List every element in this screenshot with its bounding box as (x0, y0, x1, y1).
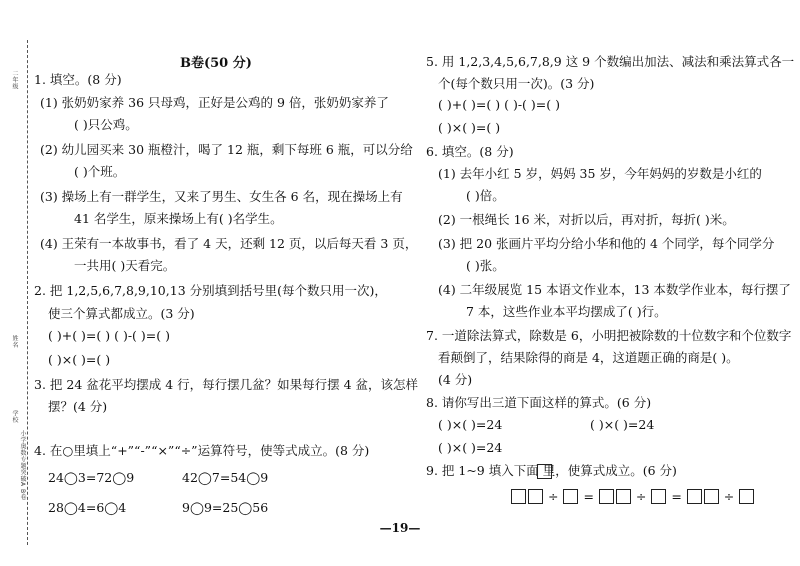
q1-2-line2: ( )个班。 (74, 164, 126, 179)
page-number: —19— (379, 521, 421, 535)
q7-line3: (4 分) (438, 372, 473, 387)
q7-line2: 看颠倒了，结果除得的商是 4，这道题正确的商是( )。 (438, 350, 739, 365)
q9-box[interactable] (599, 489, 614, 504)
q6-3-line2: ( )张。 (466, 258, 505, 273)
q9-heading-box (537, 464, 552, 479)
q6-1-line1: (1) 去年小红 5 岁，妈妈 35 岁，今年妈妈的岁数是小红的 (438, 166, 762, 181)
q9-eq-sign: = (583, 488, 594, 504)
q5-line1: 5. 用 1,2,3,4,5,6,7,8,9 这 9 个数编出加法、减法和乘法算式各一 (426, 54, 795, 69)
q9-box[interactable] (616, 489, 631, 504)
q2-row2: ( )×( )=( ) (48, 352, 111, 367)
q4-eq3: 28◯4=6◯4 (48, 500, 127, 515)
q6-4-line2: 7 本，这些作业本平均摆成了( )行。 (466, 304, 667, 319)
q9-box[interactable] (739, 489, 754, 504)
q6-heading: 6. 填空。(8 分) (426, 144, 514, 159)
q1-2-line1: (2) 幼儿园买来 30 瓶橙汁，喝了 12 瓶，剩下每班 6 瓶，可以分给 (40, 142, 413, 157)
q5-line2: 个(每个数只用一次)。(3 分) (438, 76, 595, 91)
q9-eq-sign: = (671, 488, 682, 504)
q4-eq1: 24◯3=72◯9 (48, 470, 135, 485)
q2-line2: 使三个算式都成立。(3 分) (48, 306, 195, 321)
q4-eq2: 42◯7=54◯9 (182, 470, 269, 485)
school-label: 学校 (11, 410, 18, 423)
q9-box[interactable] (563, 489, 578, 504)
q2-row1: ( )+( )=( ) ( )-( )=( ) (48, 328, 170, 343)
q9-box[interactable] (651, 489, 666, 504)
q2-line1: 2. 把 1,2,5,6,7,8,9,10,13 分别填到括号里(每个数只用一次)， (34, 283, 387, 298)
cut-line (27, 40, 29, 545)
q9-equation (510, 488, 755, 505)
q1-1-line2: ( )只公鸡。 (74, 117, 138, 132)
q8-eq2: ( )×( )=24 (590, 417, 655, 432)
q4-heading: 4. 在○里填上“+”“-”“×”“÷”运算符号，使等式成立。(8 分) (34, 443, 370, 458)
q3-line2: 摆？(4 分) (48, 399, 108, 414)
q1-heading: 1. 填空。(8 分) (34, 72, 122, 87)
q4-eq4: 9◯9=25◯56 (182, 500, 269, 515)
binding-margin (0, 0, 30, 566)
q6-3-line1: (3) 把 20 张画片平均分给小华和他的 4 个同学，每个同学分 (438, 236, 775, 251)
q1-1-line1: (1) 张奶奶家养 36 只母鸡，正好是公鸡的 9 倍，张奶奶家养了 (40, 95, 389, 110)
q5-row2: ( )×( )=( ) (438, 120, 501, 135)
q6-4-line1: (4) 二年级展览 15 本语文作业本，13 本数学作业本，每行摆了 (438, 282, 791, 297)
q9-div-sign: ÷ (723, 488, 735, 504)
q9-heading: 9. 把 1~9 填入下面 里，使算式成立。(6 分) (426, 463, 677, 478)
q9-div-sign: ÷ (547, 488, 559, 504)
q1-3-line2: 41 名学生，原来操场上有( )名学生。 (74, 211, 283, 226)
q9-box[interactable] (704, 489, 719, 504)
q6-2-line: (2) 一根绳长 16 米，对折以后，再对折，每折( )米。 (438, 212, 735, 227)
section-title: B卷(50 分) (180, 56, 252, 71)
q9-div-sign: ÷ (635, 488, 647, 504)
book-label: 小学奥数专题突破A B卷 (19, 430, 26, 501)
q5-row1: ( )+( )=( ) ( )-( )=( ) (438, 97, 560, 112)
q1-4-line2: 一共用( )天看完。 (74, 258, 176, 273)
q1-4-line1: (4) 王荣有一本故事书，看了 4 天，还剩 12 页，以后每天看 3 页， (40, 236, 418, 251)
q1-3-line1: (3) 操场上有一群学生，又来了男生、女生各 6 名，现在操场上有 (40, 189, 403, 204)
q6-1-line2: ( )倍。 (466, 188, 505, 203)
q7-line1: 7. 一道除法算式，除数是 6，小明把被除数的十位数字和个位数字 (426, 328, 792, 343)
grade-label: 二年级 (11, 70, 18, 90)
q9-box[interactable] (528, 489, 543, 504)
name-label: 姓名 (11, 335, 18, 348)
q8-heading: 8. 请你写出三道下面这样的算式。(6 分) (426, 395, 652, 410)
q9-box[interactable] (511, 489, 526, 504)
q9-box[interactable] (687, 489, 702, 504)
q8-eq1: ( )×( )=24 (438, 417, 503, 432)
q3-line1: 3. 把 24 盆花平均摆成 4 行，每行摆几盆？如果每行摆 4 盆，该怎样 (34, 377, 419, 392)
q8-eq3: ( )×( )=24 (438, 440, 503, 455)
